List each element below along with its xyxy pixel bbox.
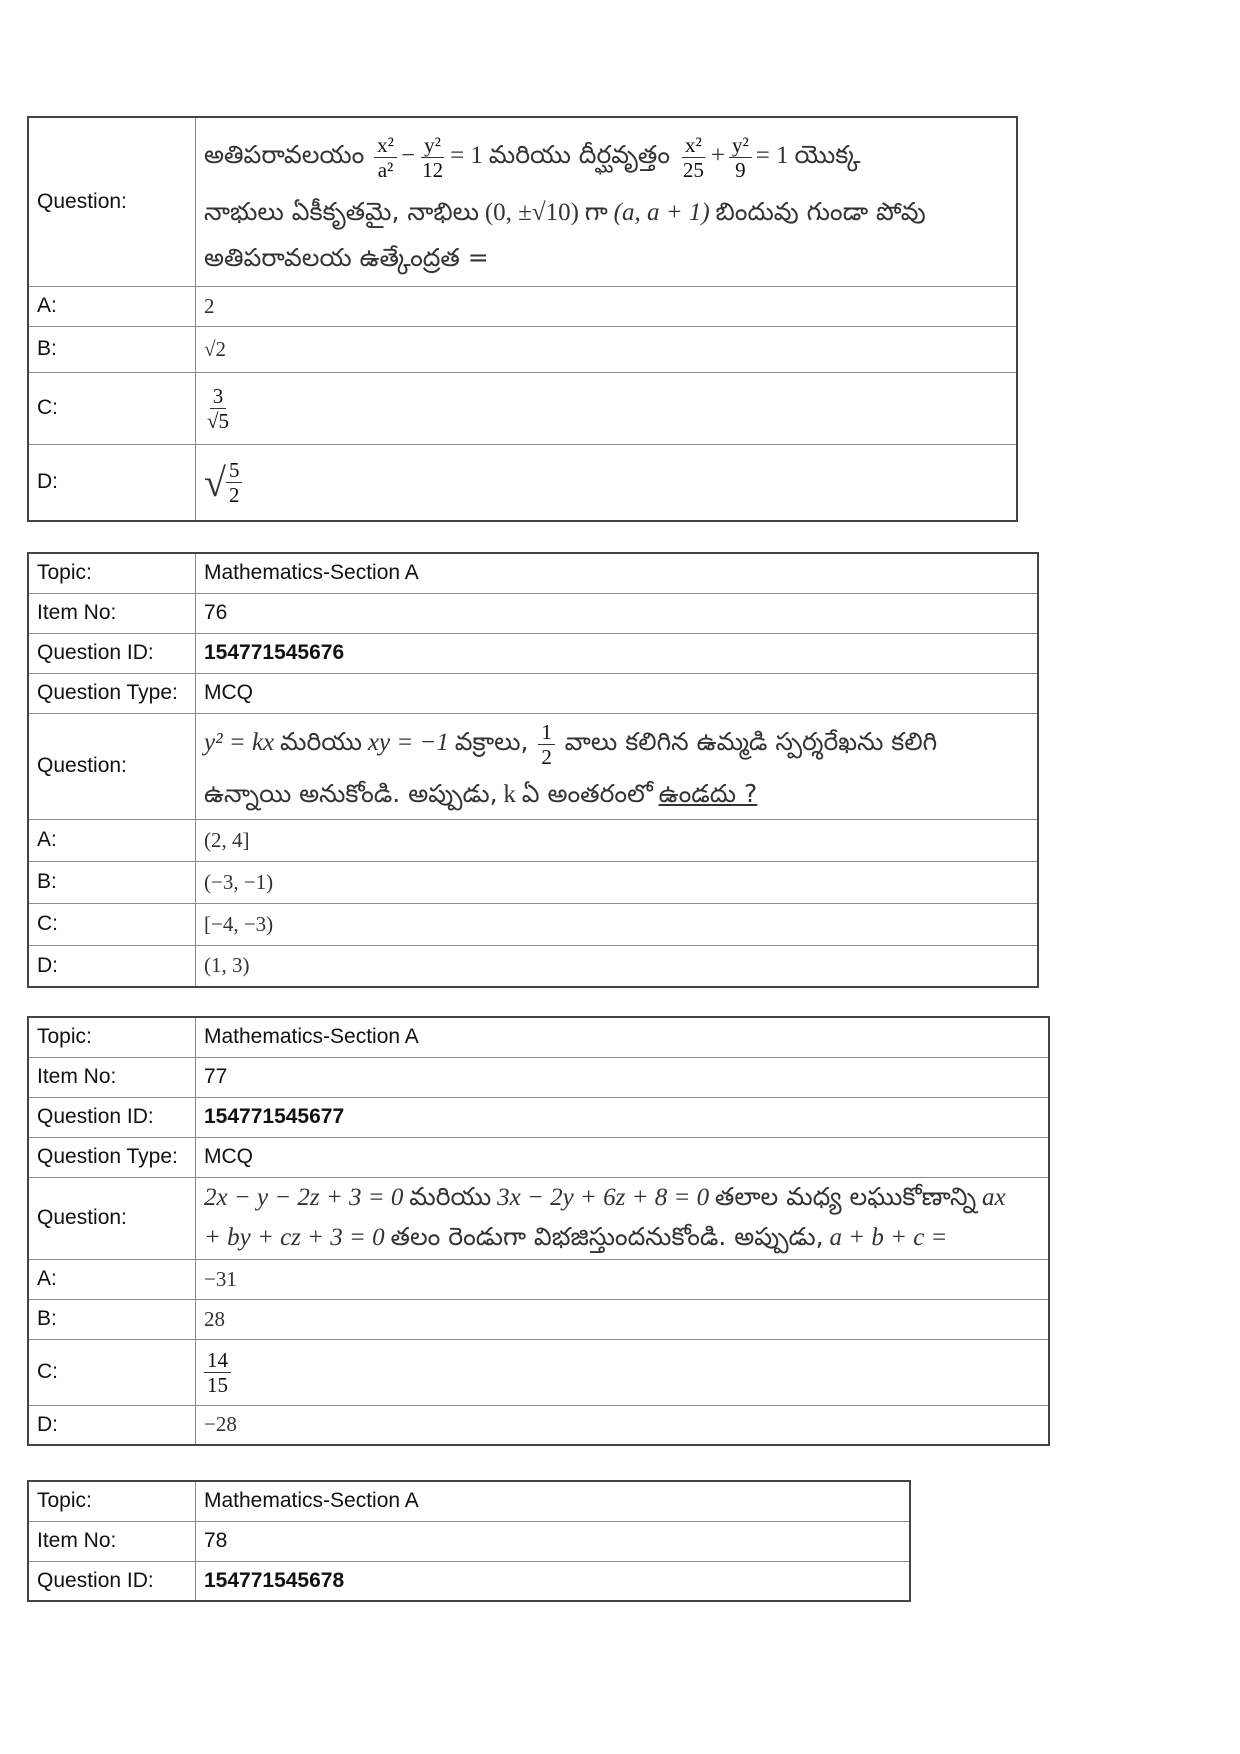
option-c-label: C:	[28, 372, 196, 444]
option-b-value: 28	[196, 1299, 1050, 1339]
fraction: $\frac{1}{2}$	[538, 720, 555, 769]
topic-value: Mathematics-Section A	[196, 1481, 911, 1521]
option-d-value: (1, 3)	[196, 945, 1039, 987]
question-part: మరియు	[409, 1182, 492, 1211]
question-label: Question:	[28, 117, 196, 286]
option-b-value: √2	[196, 326, 1018, 372]
question-part: యొక్క	[794, 139, 861, 169]
question-type-value: MCQ	[196, 673, 1039, 713]
option-a-label: A:	[28, 1259, 196, 1299]
option-c-value: [−4, −3)	[196, 903, 1039, 945]
math-expr: 3x − 2y + 6z + 8 = 0	[497, 1184, 710, 1211]
question-type-label: Question Type:	[28, 1137, 196, 1177]
option-b-label: B:	[28, 1299, 196, 1339]
option-a-label: A:	[28, 286, 196, 326]
topic-label: Topic:	[28, 1017, 196, 1057]
option-d-value: −28	[196, 1405, 1050, 1445]
topic-label: Topic:	[28, 1481, 196, 1521]
math-expr: ax	[981, 1184, 1006, 1211]
item-no-value: 77	[196, 1057, 1050, 1097]
question-id-label: Question ID:	[28, 633, 196, 673]
math-expr: (a, a + 1)	[613, 198, 710, 226]
question-label: Question:	[28, 713, 196, 819]
question-part: బిందువు గుండా పోవు	[715, 196, 926, 226]
question-part: ఉన్నాయి అనుకోండి. అప్పుడు,	[204, 779, 498, 808]
question-id-value: 154771545678	[196, 1561, 911, 1601]
question-part: నాభులు ఏకీకృతమై, నాభిలు	[204, 196, 479, 226]
question-part: అతిపరావలయ ఉత్కేంద్రత =	[204, 242, 489, 272]
question-part: ఉండదు ?	[658, 779, 758, 808]
fraction: $\frac{\text{y²}}{12}$	[422, 132, 444, 182]
question-text	[196, 1177, 1050, 1259]
question-part: గా	[584, 196, 608, 226]
item-no-value: 78	[196, 1521, 911, 1561]
question-type-value: MCQ	[196, 1137, 1050, 1177]
option-c-label: C:	[28, 903, 196, 945]
option-d-label: D:	[28, 945, 196, 987]
topic-value: Mathematics-Section A	[196, 553, 1039, 593]
item-no-value: 76	[196, 593, 1039, 633]
math-expr: + by + cz + 3 = 0	[204, 1224, 385, 1251]
question-76-table	[27, 552, 1039, 988]
question-id-value: 154771545677	[196, 1097, 1050, 1137]
question-75-table	[27, 116, 1018, 522]
option-c-value: $\frac{14}{15}$	[196, 1339, 1050, 1405]
option-d-label: D:	[28, 1405, 196, 1445]
topic-label: Topic:	[28, 553, 196, 593]
math-expr: xy = −1	[367, 729, 449, 756]
question-part: తలాల మధ్య లఘుకోణాన్ని	[714, 1182, 977, 1211]
topic-value: Mathematics-Section A	[196, 1017, 1050, 1057]
question-id-label: Question ID:	[28, 1097, 196, 1137]
question-part: మరియు	[280, 727, 363, 756]
option-a-value: −31	[196, 1259, 1050, 1299]
math-expr: 2x − y − 2z + 3 = 0	[204, 1184, 404, 1211]
option-c-label: C:	[28, 1339, 196, 1405]
item-no-label: Item No:	[28, 1057, 196, 1097]
fraction: $\frac{\text{x²}}{25}$	[682, 132, 704, 182]
question-77-table	[27, 1016, 1050, 1446]
question-part: అతిపరావలయం	[204, 139, 365, 169]
question-text: అతిపరావలయం $\frac{\text{x²}}{\text{a²}}$ − $\frac{\text{y²}}{12}$ = 1 మరియు దీర్ఘవృత్తం $\frac{\text{x²}}{25}$ + $\frac{\text{y²}}{9}$ = 1 యొక్క నాభులు ఏకీకృతమై, నాభిలు (0, ±√10) గా (a, a + 1) బిందువు గుండా పోవు అతిపరావలయ ఉత్కేంద్రత =	[196, 117, 1018, 286]
question-id-label: Question ID:	[28, 1561, 196, 1601]
option-a-value: 2	[196, 286, 1018, 326]
question-part: ఏ అంతరంలో	[521, 779, 653, 808]
question-78-table	[27, 1480, 911, 1602]
question-part: వక్రాలు,	[454, 727, 529, 756]
question-part: వాలు కలిగిన ఉమ్మడి స్పర్శరేఖను కలిగి	[564, 727, 938, 756]
math-expr: a + b + c =	[829, 1224, 948, 1251]
question-text	[196, 713, 1039, 819]
option-b-label: B:	[28, 326, 196, 372]
math-expr: (0, ±√10)	[484, 198, 579, 226]
option-a-label: A:	[28, 819, 196, 861]
fraction: $\frac{\text{x²}}{\text{a²}}$	[374, 133, 397, 182]
question-id-value: 154771545676	[196, 633, 1039, 673]
option-d-label: D:	[28, 444, 196, 521]
fraction: $\frac{\text{y²}}{9}$	[729, 133, 752, 182]
question-type-label: Question Type:	[28, 673, 196, 713]
option-a-value: (2, 4]	[196, 819, 1039, 861]
math-expr: y² = kx	[204, 729, 275, 756]
question-label: Question:	[28, 1177, 196, 1259]
option-b-label: B:	[28, 861, 196, 903]
item-no-label: Item No:	[28, 593, 196, 633]
math-expr: k	[503, 781, 516, 808]
question-part: తలం రెండుగా విభజిస్తుందనుకోండి. అప్పుడు,	[390, 1222, 824, 1251]
item-no-label: Item No:	[28, 1521, 196, 1561]
question-part: మరియు దీర్ఘవృత్తం	[488, 139, 671, 169]
option-d-value: √ $\frac{5}{2}$	[196, 444, 1018, 521]
option-b-value: (−3, −1)	[196, 861, 1039, 903]
option-c-value: $\frac{3}{√5}$	[196, 372, 1018, 444]
